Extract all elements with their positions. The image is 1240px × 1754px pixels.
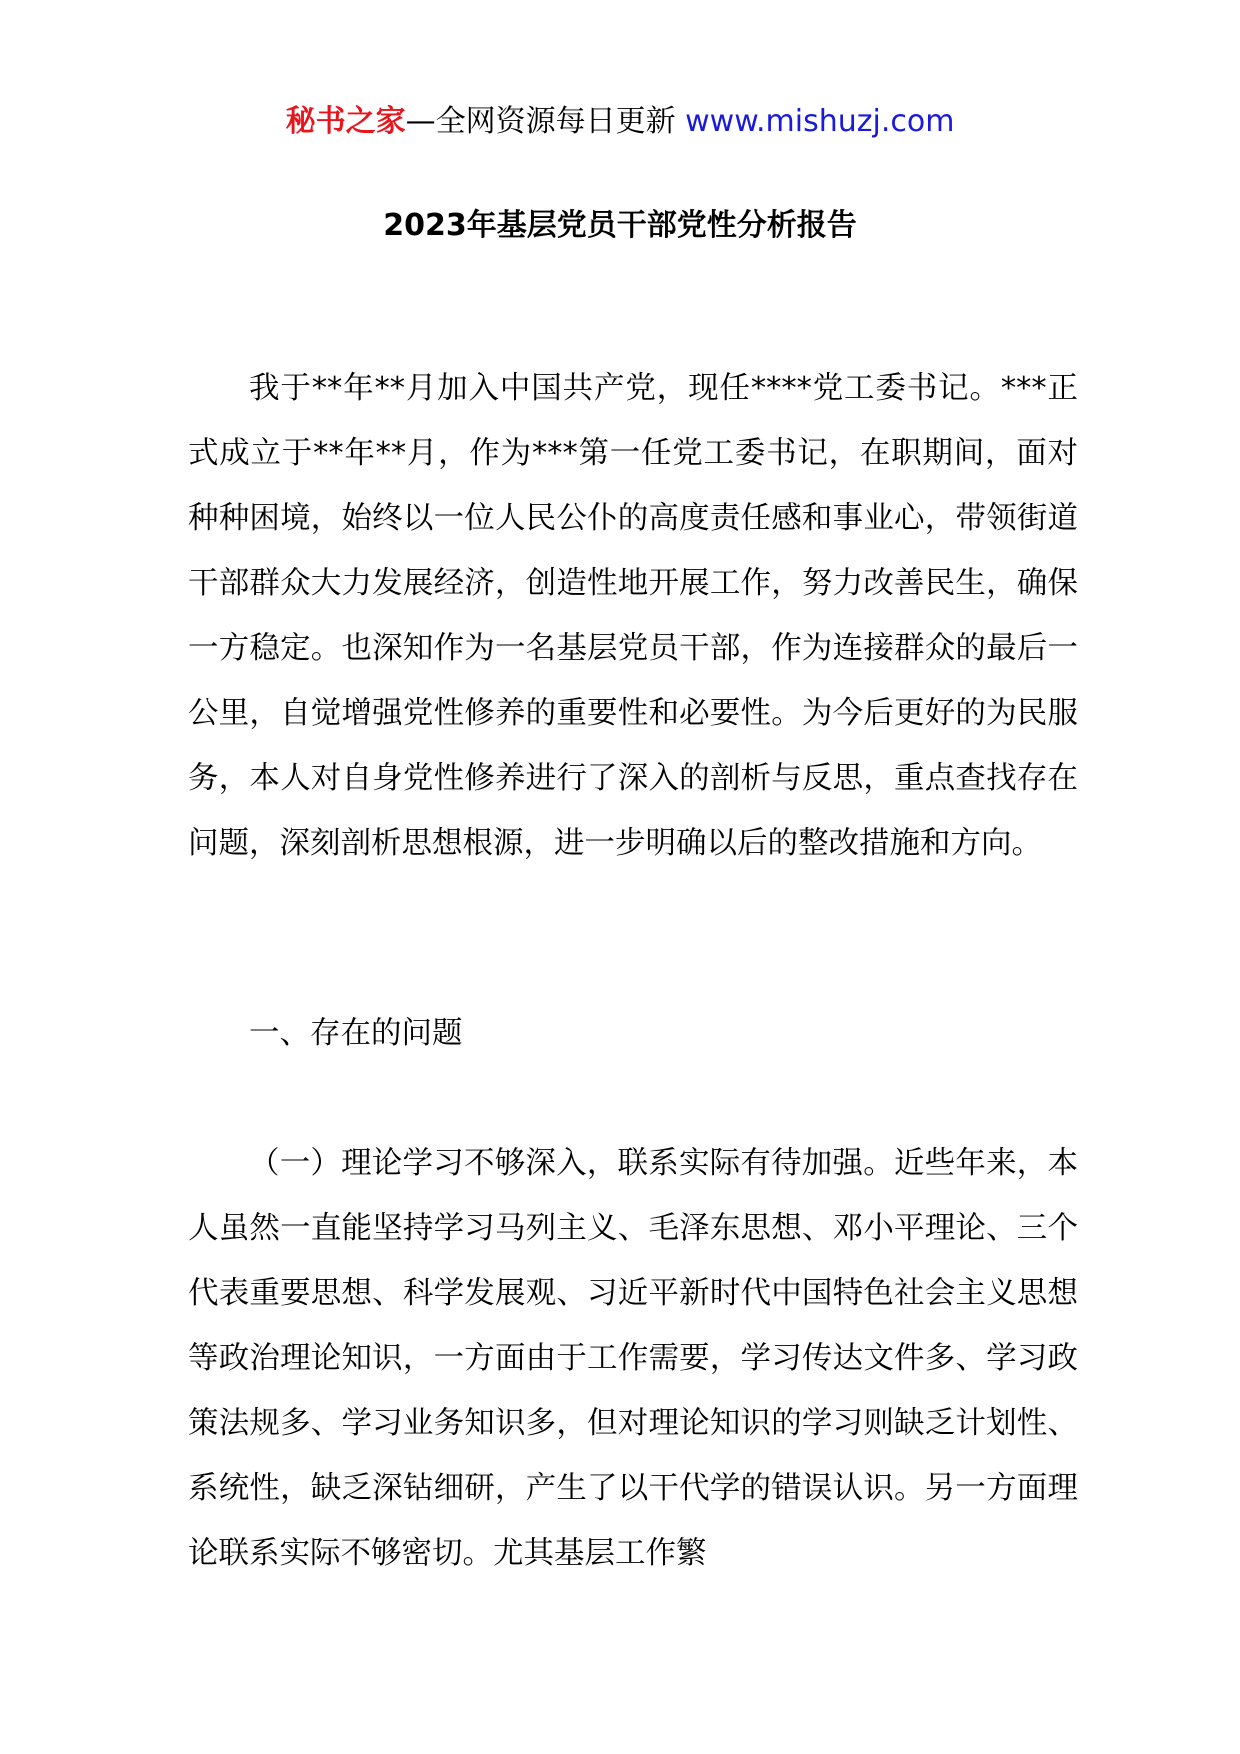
brand-name: 秘书之家 xyxy=(285,104,406,139)
body-paragraph: （一）理论学习不够深入，联系实际有待加强。近些年来，本人虽然一直能坚持学习马列主义、毛泽东思想、邓小平理论、三个代表重要思想、科学发展观、习近平新时代中国特色社会主义思想等政治理论知识，一方面由于工作需要，学习传达文件多、学习政策法规多、学习业务知识多，但对理论知识的学习则缺乏计划性、系统性，缺乏深钻细研，产生了以干代学的错误认识。另一方面理论联系实际不够密切。尤其基层工作繁 xyxy=(188,1146,1078,1571)
section-heading: 一、存在的问题 xyxy=(249,1016,463,1051)
site-url-link[interactable]: www.mishuzj.com xyxy=(685,104,955,139)
site-header xyxy=(0,102,1240,142)
document-title: 2023年基层党员干部党性分析报告 xyxy=(383,208,857,243)
header-tagline: —全网资源每日更新 xyxy=(405,104,676,139)
intro-paragraph: 我于**年**月加入中国共产党，现任****党工委书记。***正式成立于**年**月，作为***第一任党工委书记，在职期间，面对种种困境，始终以一位人民公仆的高度责任感和事业心，带领街道干部群众大力发展经济，创造性地开展工作，努力改善民生，确保一方稳定。也深知作为一名基层党员干部，作为连接群众的最后一公里，自觉增强党性修养的重要性和必要性。为今后更好的为民服务，本人对自身党性修养进行了深入的剖析与反思，重点查找存在问题，深刻剖析思想根源，进一步明确以后的整改措施和方向。 xyxy=(188,371,1078,861)
